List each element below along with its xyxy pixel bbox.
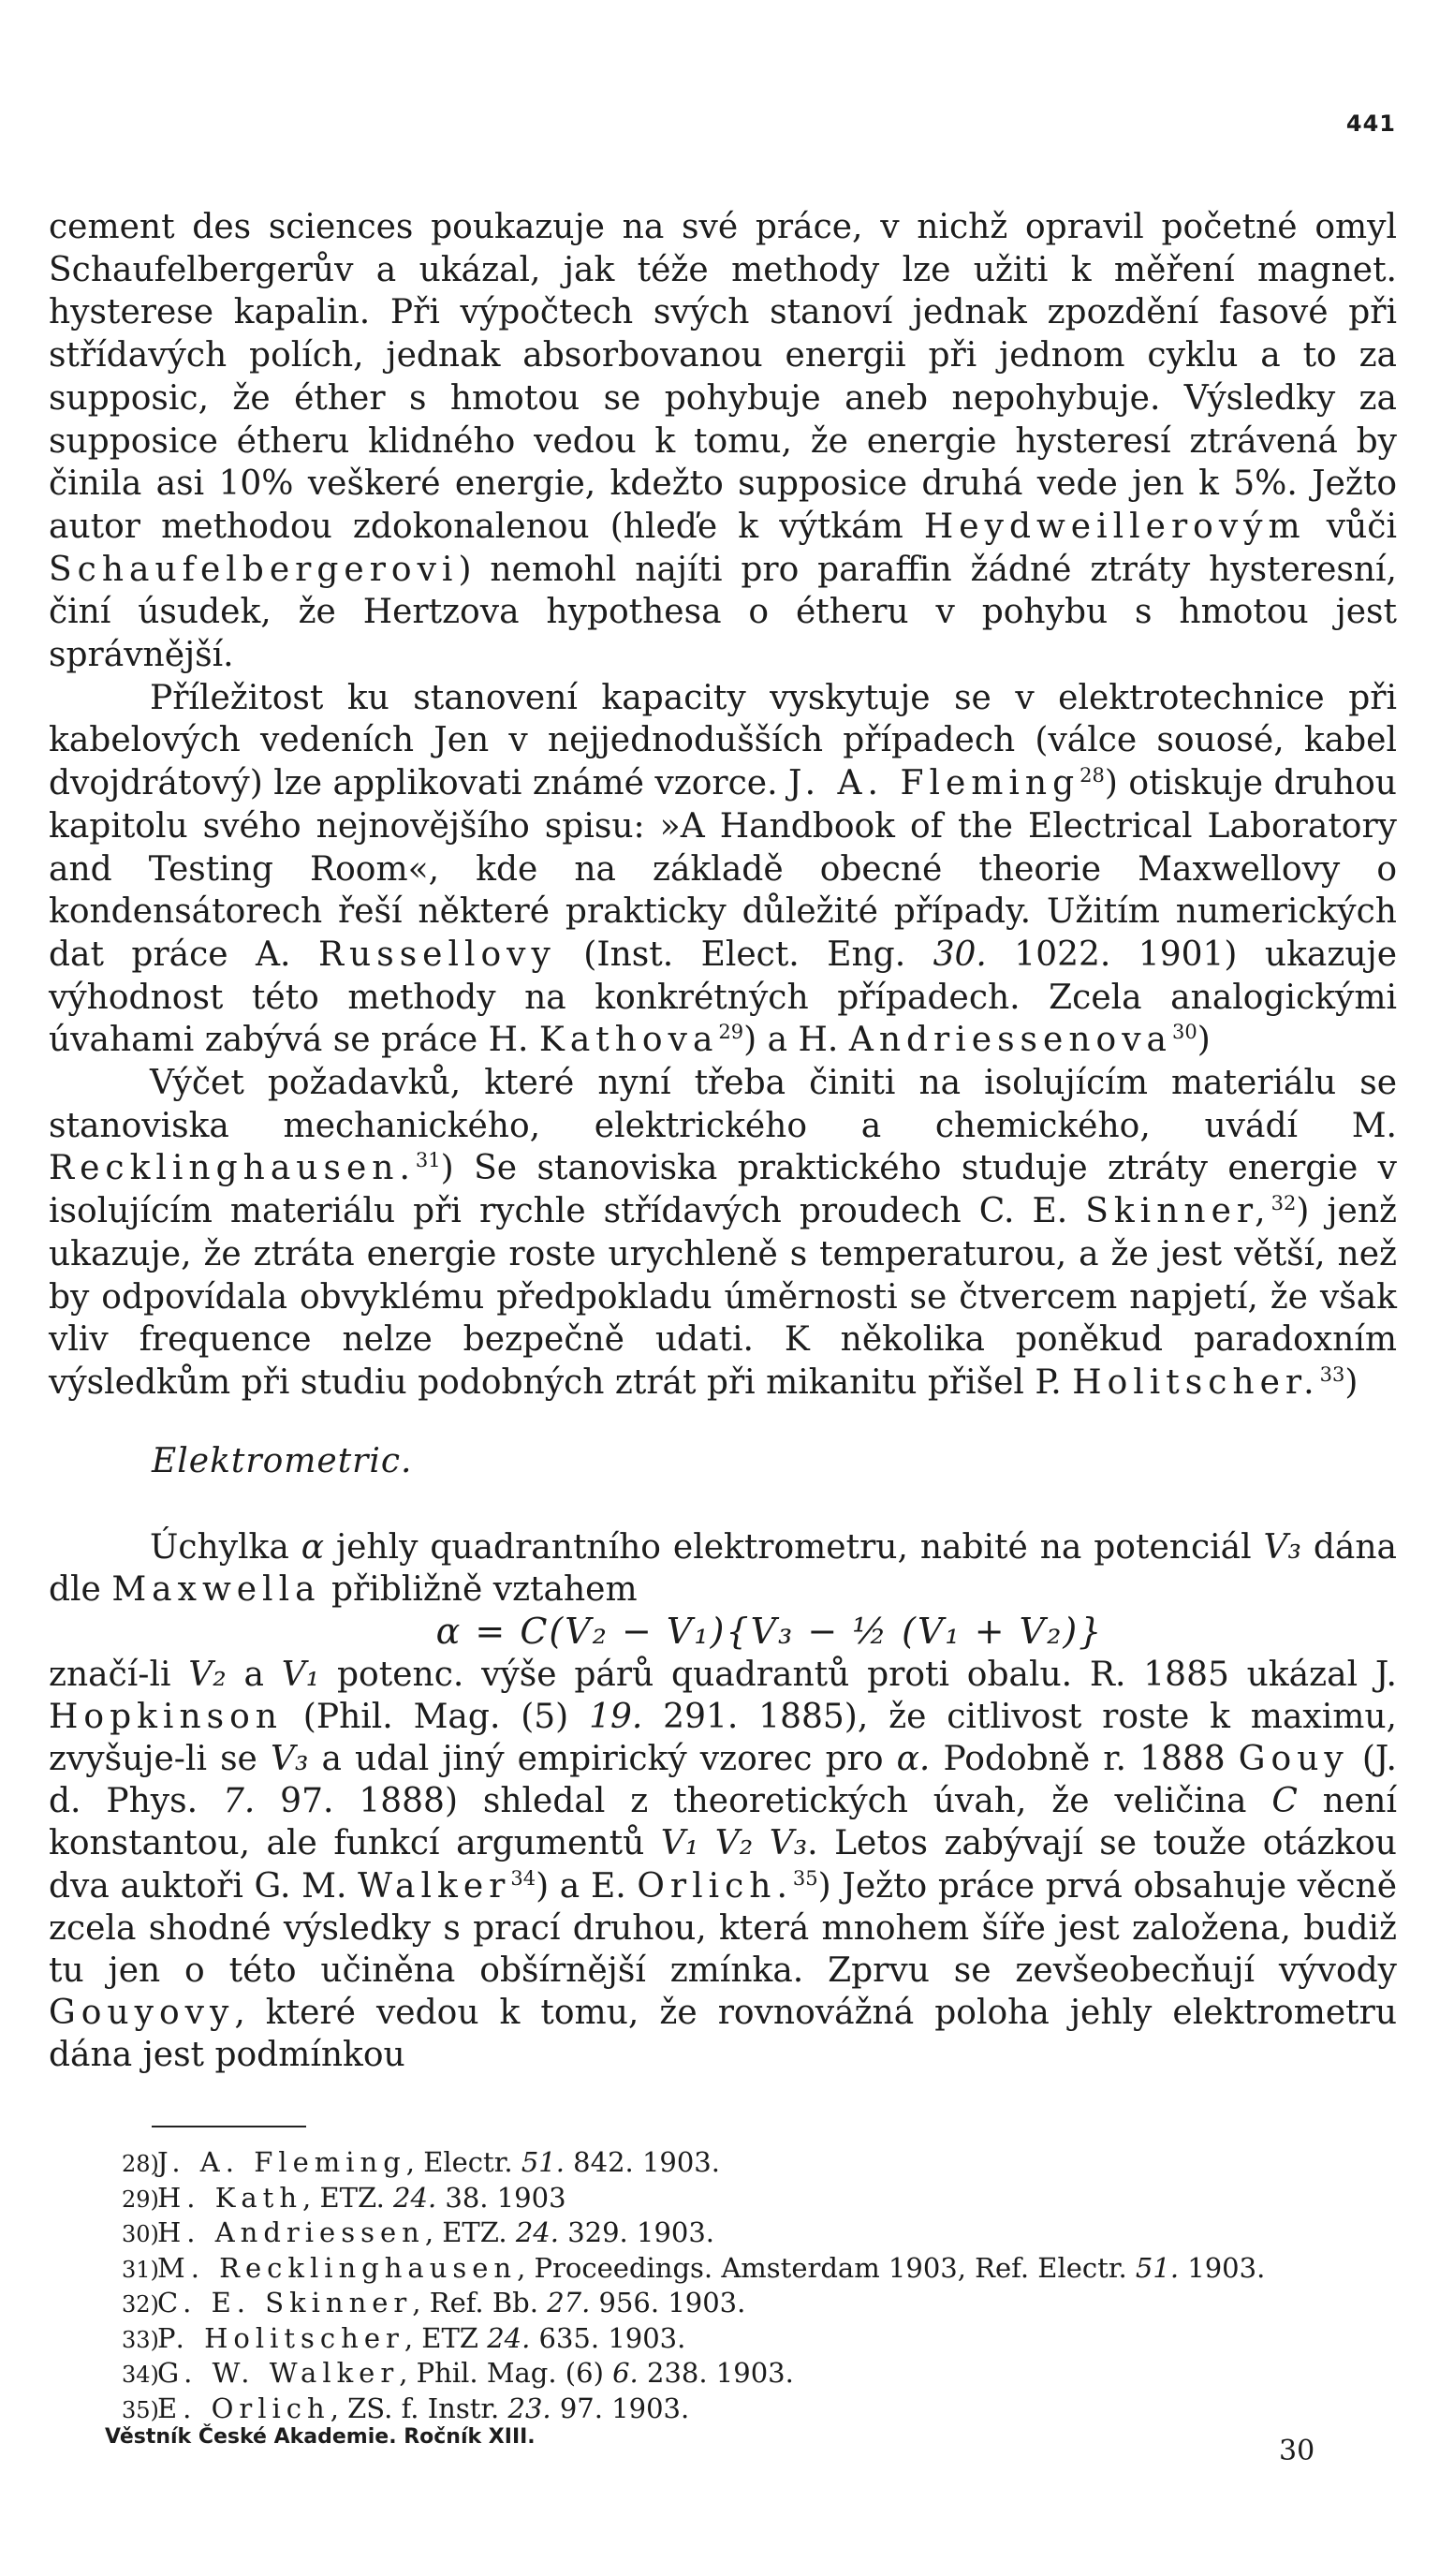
text-run: značí-li bbox=[49, 1655, 189, 1694]
text-run: . Letos zabývají se touže otázkou dva auktoři G. M. bbox=[49, 1824, 1397, 1906]
footnote-pages: 329. 1903. bbox=[558, 2216, 715, 2248]
person-name: Skinner, bbox=[1085, 1192, 1271, 1231]
person-name: Schaufelbergerovi bbox=[49, 550, 459, 589]
footnote-pages: 238. 1903. bbox=[638, 2357, 794, 2389]
paragraph-isolace bbox=[49, 1062, 1397, 1405]
footnote-author: C. E. Skinner bbox=[157, 2287, 413, 2318]
footnote-mark: 30) bbox=[122, 2221, 159, 2247]
footnote-source: , ZS. f. Instr. bbox=[330, 2392, 508, 2424]
volume-number: 7. bbox=[222, 1782, 256, 1821]
text-run: ) otiskuje druhou kapitolu svého nejnovějšího spisu: »A Handbook of the Electrical Laboratory and Testing Room«, kde na základě obecné theorie Maxwellovy o kondensátorech řeší některé prakticky důležité případy. Užitím numerických dat práce A. bbox=[49, 764, 1397, 974]
footnotes bbox=[122, 2146, 1423, 2427]
text-run: Výčet požadavků, které nyní třeba činiti na isolujícím materiálu se stanoviska mechanického, elektrického a chemického, uvádí M. bbox=[49, 1064, 1397, 1145]
text-run: ) a E. bbox=[536, 1866, 638, 1906]
person-name: Holitscher. bbox=[1072, 1362, 1320, 1402]
text-run: a bbox=[226, 1655, 282, 1694]
text-run: Příležitost ku stanovení kapacity vyskytuje se v elektrotechnice při kabelových vedeních Jen v nejjednodušších případech (válce souosé, kabel dvojdrátový) lze applikovati známé vzorce. bbox=[49, 678, 1397, 803]
text-run: vůči bbox=[1305, 507, 1397, 546]
footnote-pages: 635. 1903. bbox=[530, 2321, 686, 2354]
math-symbol: α bbox=[301, 1528, 325, 1567]
footnote bbox=[122, 2146, 1423, 2182]
signature-number: 30 bbox=[1279, 2435, 1315, 2467]
text-run: ) nemohl najíti pro paraffin žádné ztráty hysteresní, činí úsudek, že Hertzova hypothesa o étheru v pohybu s hmotou jest správnější. bbox=[49, 550, 1397, 675]
text-run: 1022. 1901) ukazuje výhodnost této methody na konkrétných případech. Zcela analogickými úvahami zabývá se práce H. bbox=[49, 935, 1397, 1060]
footnote-author: H. Andriessen bbox=[157, 2216, 425, 2248]
text-run: jehly quadrantního elektrometru, nabité na potenciál bbox=[324, 1528, 1264, 1567]
volume-number: 30. bbox=[933, 935, 987, 974]
formula: α = C(V₂ − V₁){V₃ − ½ (V₁ + V₂)} bbox=[435, 1611, 1104, 1653]
footnote bbox=[122, 2322, 1423, 2358]
text-run: (Phil. Mag. (5) bbox=[282, 1697, 590, 1736]
footnote-volume: 24. bbox=[515, 2216, 559, 2248]
footnote-mark: 35) bbox=[122, 2396, 159, 2423]
text-run: potenc. výše párů quadrantů proti obalu. R. 1885 ukázal J. bbox=[319, 1655, 1397, 1694]
page-number: 441 bbox=[1345, 110, 1396, 137]
journal-footer: Věstník České Akademie. Ročník XIII. bbox=[105, 2425, 536, 2449]
footnote-mark: 28) bbox=[122, 2151, 159, 2177]
volume-number: 19. bbox=[589, 1697, 643, 1736]
footnote bbox=[122, 2252, 1423, 2288]
footnote bbox=[122, 2357, 1423, 2392]
footnote-mark: 31) bbox=[122, 2256, 159, 2283]
footnote-source: , Ref. Bb. bbox=[412, 2287, 548, 2318]
person-name: Orlich. bbox=[637, 1866, 793, 1906]
footnote-mark: 29) bbox=[122, 2186, 159, 2213]
footnote-volume: 24. bbox=[393, 2181, 437, 2214]
footnote-volume: 23. bbox=[507, 2392, 551, 2424]
person-name: Heydweillerovým bbox=[923, 507, 1306, 546]
footnote-ref: 28 bbox=[1079, 764, 1105, 788]
text-run: Úchylka bbox=[150, 1528, 301, 1567]
person-name: Walker bbox=[358, 1866, 511, 1906]
footnote-divider bbox=[152, 2126, 306, 2127]
text-run: a udal jiný empirický vzorec pro bbox=[308, 1740, 897, 1779]
footnote-pages: 1903. bbox=[1179, 2251, 1266, 2284]
text-run: Podobně r. 1888 bbox=[930, 1740, 1239, 1779]
person-name: Gouy bbox=[1238, 1740, 1349, 1779]
footnote-mark: 32) bbox=[122, 2291, 159, 2318]
footnote-volume: 6. bbox=[612, 2357, 639, 2389]
footnote-ref: 33 bbox=[1319, 1362, 1345, 1386]
footnote-author: M. Recklinghausen bbox=[157, 2251, 518, 2284]
paragraph-gouy bbox=[49, 1654, 1397, 2077]
text-run: (J. d. Phys. bbox=[49, 1740, 1397, 1821]
text-run: 291. 1885), že citlivost roste k maximu, zvyšuje-li se bbox=[49, 1697, 1397, 1779]
text-run: ) Se stanoviska praktického studuje ztráty energie v isolujícím materiálu při rychle střídavých proudech C. E. bbox=[49, 1149, 1397, 1231]
footnote bbox=[122, 2216, 1423, 2252]
text-run: ) a H. bbox=[743, 1021, 849, 1060]
footnote-volume: 51. bbox=[1135, 2251, 1180, 2284]
person-name: J. A. Fleming bbox=[788, 764, 1080, 803]
footnote-source: , Phil. Mag. (6) bbox=[399, 2357, 613, 2389]
footnote-source: , ETZ. bbox=[424, 2216, 516, 2248]
footnote-volume: 27. bbox=[547, 2287, 591, 2318]
text-run: ) Ježto práce prvá obsahuje věcně zcela shodné výsledky s prací druhou, která mnohem šíře jest založena, budiž tu jen o této učiněna obšírnější zmínka. Zprvu se zevšeobecňují vývody bbox=[49, 1866, 1398, 1991]
math-symbol: α. bbox=[896, 1740, 931, 1779]
paragraph-uchylka bbox=[49, 1526, 1397, 1611]
text-run: ) bbox=[1197, 1021, 1211, 1060]
electrometer-text bbox=[49, 1526, 1397, 2077]
text-run: není konstantou, ale funkcí argumentů bbox=[49, 1782, 1397, 1863]
person-name: Kathova bbox=[538, 1021, 719, 1060]
text-run: dána dle bbox=[49, 1528, 1397, 1610]
text-run: ) bbox=[1344, 1362, 1359, 1402]
footnote-source: , Proceedings. Amsterdam 1903, Ref. Electr. bbox=[517, 2251, 1136, 2284]
footnote-ref: 29 bbox=[718, 1021, 744, 1044]
person-name: Gouyovy bbox=[49, 1994, 235, 2033]
text-run: (Inst. Elect. Eng. bbox=[555, 935, 933, 974]
footnote-volume: 24. bbox=[487, 2321, 531, 2354]
math-symbol: C bbox=[1271, 1782, 1298, 1821]
footnote-ref: 30 bbox=[1172, 1021, 1197, 1044]
footnote-source: , ETZ. bbox=[302, 2181, 394, 2214]
text-run: 97. 1888) shledal z theoretických úvah, že veličina bbox=[255, 1782, 1272, 1821]
footnote-ref: 31 bbox=[415, 1149, 441, 1172]
person-name: Recklinghausen. bbox=[49, 1149, 416, 1188]
text-run: cement des sciences poukazuje na své práce, v nichž opravil početné omyl Schaufelbergerův a ukázal, jak téže methody lze užiti k měření magnet. hysterese kapalin. Při výpočtech svých stanoví jednak zpozdění fasové při střídavých polích, jednak absorbovanou energii při jednom cyklu a to za supposic, že éther s hmotou se pohybuje aneb nepohybuje. Výsledky za supposice étheru klidného vedou k tomu, že energie hysteresí ztrávená by činila asi 10% veškeré energie, kdežto supposice druhá vede jen k 5%. Ježto autor methodou zdokonalenou (hleďe k výtkám bbox=[49, 208, 1397, 546]
main-text bbox=[49, 206, 1397, 1405]
footnote-source: , Electr. bbox=[405, 2146, 521, 2178]
math-symbol: V₁ bbox=[281, 1655, 320, 1694]
text-run: ) jenž ukazuje, že ztráta energie roste urychleně s temperaturou, a že jest větší, než by odpovídala obvyklému předpokladu úměrnosti se čtvercem napjetí, že však vliv frequence nelze bezpečně udati. K několika poněkud paradoxním výsledkům při studiu podobných ztrát při mikanitu přišel P. bbox=[49, 1192, 1397, 1402]
text-run: přibližně vztahem bbox=[320, 1570, 638, 1610]
footnote-author: P. Holitscher bbox=[157, 2321, 404, 2354]
footnote-ref: 32 bbox=[1270, 1192, 1297, 1215]
person-name: Maxwella bbox=[111, 1570, 321, 1610]
math-symbol: V₁ V₂ V₃ bbox=[660, 1824, 808, 1863]
person-name: Russellovy bbox=[317, 935, 556, 974]
footnote-source: , ETZ bbox=[404, 2321, 488, 2354]
footnote-author: H. Kath bbox=[157, 2181, 303, 2214]
person-name: Andriessenova bbox=[848, 1021, 1172, 1060]
footnote-mark: 34) bbox=[122, 2362, 159, 2388]
math-symbol: V₃ bbox=[270, 1740, 309, 1779]
footnote-mark: 33) bbox=[122, 2326, 159, 2353]
footnote-pages: 38. 1903 bbox=[436, 2181, 566, 2214]
footnote-volume: 51. bbox=[521, 2146, 565, 2178]
footnote-author: J. A. Fleming bbox=[157, 2146, 406, 2178]
section-heading: Elektrometric. bbox=[152, 1442, 413, 1480]
footnote-ref: 34 bbox=[510, 1866, 536, 1890]
footnote-author: E. Orlich bbox=[157, 2392, 330, 2424]
footnote-author: G. W. Walker bbox=[157, 2357, 400, 2389]
footnote bbox=[122, 2182, 1423, 2217]
footnote bbox=[122, 2392, 1423, 2428]
footnote-pages: 97. 1903. bbox=[551, 2392, 690, 2424]
footnote-ref: 35 bbox=[792, 1866, 818, 1890]
person-name: Hopkinson bbox=[49, 1697, 283, 1736]
text-run: , které vedou k tomu, že rovnovážná poloha jehly elektrometru dána jest podmínkou bbox=[49, 1994, 1397, 2075]
paragraph-hysterese bbox=[49, 206, 1397, 677]
paragraph-kapacita bbox=[49, 677, 1397, 1062]
footnote bbox=[122, 2287, 1423, 2322]
math-symbol: V₂ bbox=[188, 1655, 227, 1694]
math-symbol: V₃ bbox=[1263, 1528, 1301, 1567]
footnote-pages: 842. 1903. bbox=[564, 2146, 720, 2178]
footnote-pages: 956. 1903. bbox=[590, 2287, 746, 2318]
